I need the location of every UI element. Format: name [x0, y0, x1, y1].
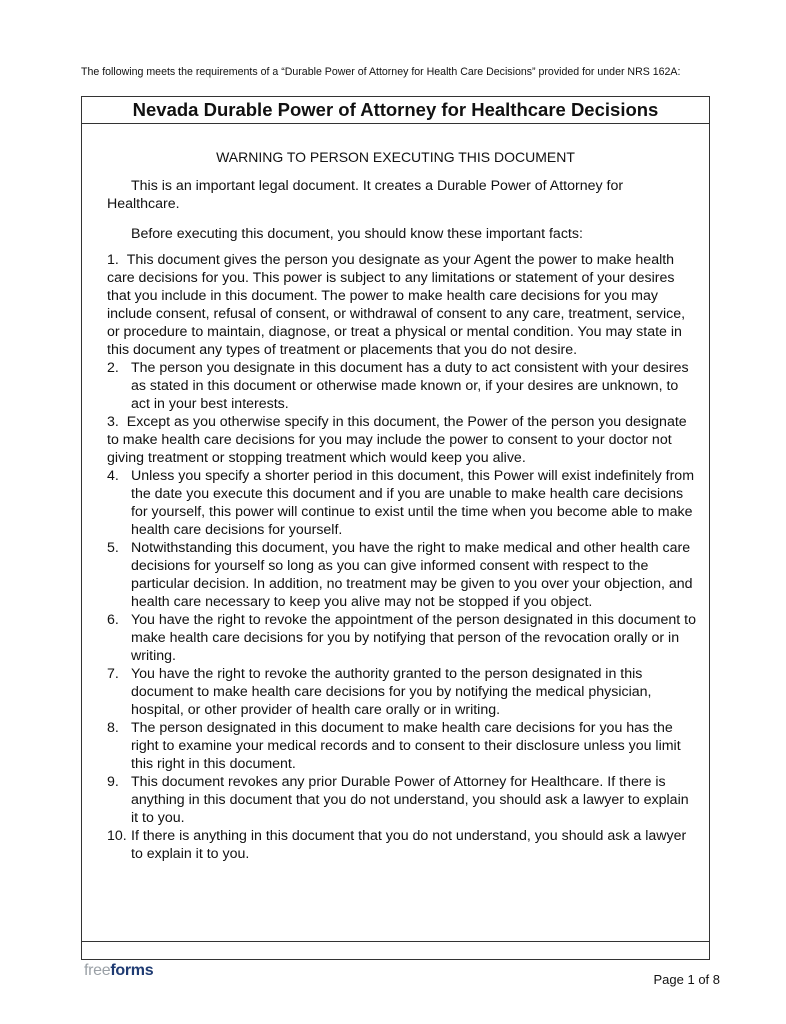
- list-item: [107, 665, 697, 719]
- list-item: [107, 827, 697, 863]
- item-number: 8.: [107, 720, 119, 736]
- intro-paragraph: This is an important legal document. It creates a Durable Power of Attorney for Healthcare.: [107, 178, 624, 212]
- logo-part-free: free: [84, 962, 111, 979]
- item-number: 2.: [107, 360, 119, 376]
- item-text: Notwithstanding this document, you have the right to make medical and other health care decisions for yourself so long as you can give informed consent with respect to the particular decision. In addition, no treatment may be given to you over your objection, and health care necessary to keep you alive may not be stopped if you object.: [131, 540, 693, 610]
- item-text: If there is anything in this document that you do not understand, you should ask a lawyer to explain it to you.: [131, 828, 687, 862]
- item-number: 6.: [107, 612, 119, 628]
- list-item: [107, 539, 697, 611]
- item-text: You have the right to revoke the authority granted to the person designated in this document to make health care decisions for you by notifying the medical physician, hospital, or other provider of health care orally or in writing.: [131, 666, 652, 718]
- logo-part-forms: forms: [110, 962, 154, 979]
- item-number: 9.: [107, 774, 119, 790]
- item-number: 10.: [107, 828, 127, 844]
- box-footer-row: [82, 941, 709, 960]
- item-text: The person designated in this document to make health care decisions for you has the right to examine your medical records and to consent to their disclosure unless you limit this right in this document.: [131, 720, 681, 772]
- item-number: 7.: [107, 666, 119, 682]
- item-text: This document gives the person you designate as your Agent the power to make health care decisions for you. This power is subject to any limitations or statement of your desires that you include in this document. The power to make health care decisions for you may include consent, refusal of consent, or withdrawal of consent to any care, treatment, service, or procedure to maintain, diagnose, or treat a physical or mental condition. You may state in this document any types of treatment or placements that you do not desire.: [107, 252, 686, 358]
- item-number: 3.: [107, 414, 119, 430]
- facts-list: [107, 251, 697, 863]
- document-title: Nevada Durable Power of Attorney for Healthcare Decisions: [82, 97, 709, 124]
- list-item: [107, 251, 697, 359]
- page-number: Page 1 of 8: [653, 972, 720, 987]
- list-item: [107, 467, 697, 539]
- list-item: [107, 413, 697, 467]
- item-text: This document revokes any prior Durable Power of Attorney for Healthcare. If there is anything in this document that you do not understand, you should ask a lawyer to explain it to you.: [131, 774, 689, 826]
- item-text: Except as you otherwise specify in this document, the Power of the person you designate to make health care decisions for you may include the power to consent to your doctor not giving treatment or stopping treatment which would keep you alive.: [107, 414, 687, 466]
- item-number: 5.: [107, 540, 119, 556]
- form-box: [81, 96, 710, 960]
- list-item: [107, 773, 697, 827]
- list-item: [107, 359, 697, 413]
- item-number: 4.: [107, 468, 119, 484]
- item-text: You have the right to revoke the appointment of the person designated in this document to make health care decisions for you by notifying that person of the revocation orally or in writing.: [131, 612, 696, 664]
- item-text: Unless you specify a shorter period in this document, this Power will exist indefinitely from the date you execute this document and if you are unable to make health care decisions for yourself, this power will continue to exist until the time when you become able to make health care decisions for yourself.: [131, 468, 695, 538]
- freeforms-logo: [84, 962, 153, 980]
- list-item: [107, 719, 697, 773]
- warning-heading: WARNING TO PERSON EXECUTING THIS DOCUMENT: [216, 149, 575, 165]
- item-number: 1.: [107, 252, 119, 268]
- facts-lead-in: Before executing this document, you should know these important facts:: [131, 226, 583, 242]
- list-item: [107, 611, 697, 665]
- item-text: The person you designate in this document has a duty to act consistent with your desires as stated in this document or otherwise made known or, if your desires are unknown, to act in your best interests.: [131, 360, 689, 412]
- intro-text: The following meets the requirements of a “Durable Power of Attorney for Health Care Decisions” provided for under NRS 162A:: [81, 66, 681, 78]
